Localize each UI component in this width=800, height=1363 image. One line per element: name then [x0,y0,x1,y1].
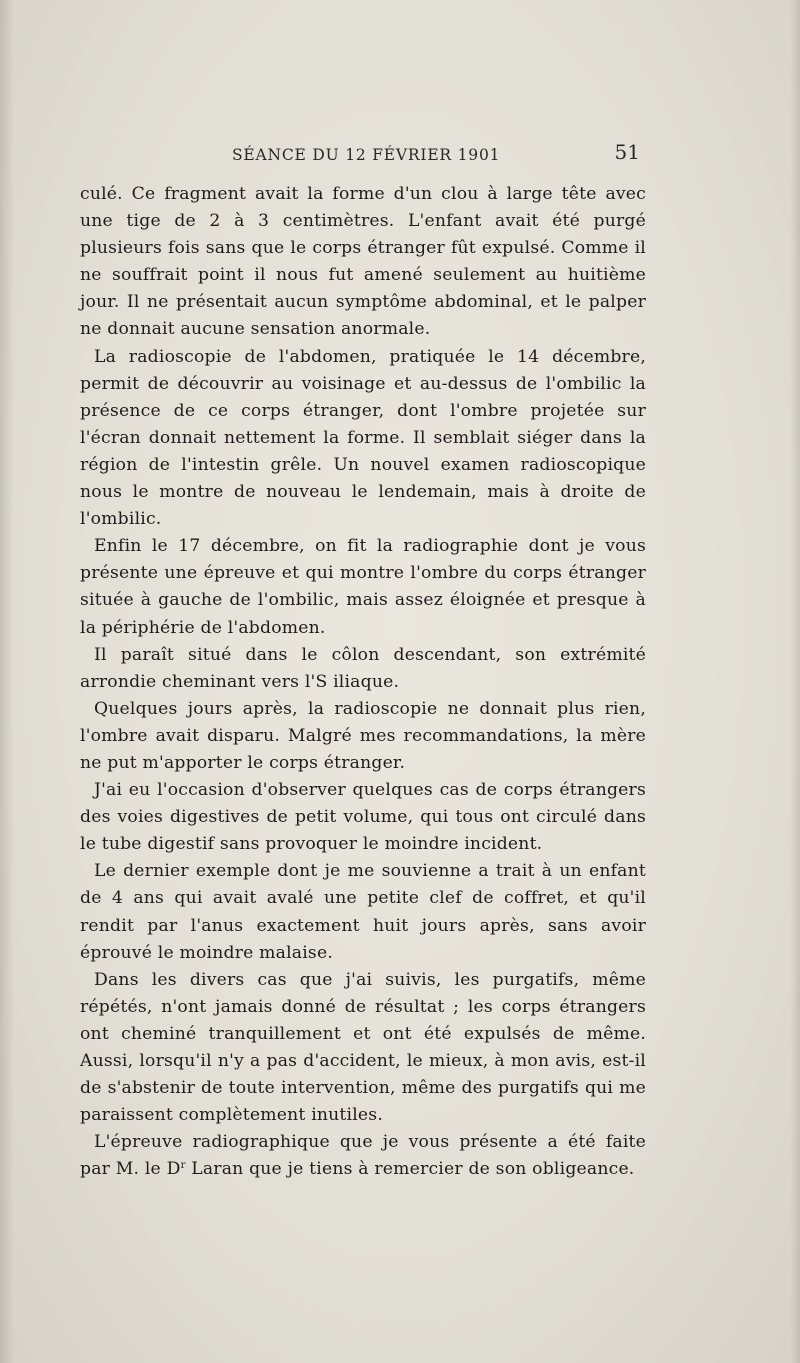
doctor-superscript: r [180,1160,186,1172]
running-head [80,140,646,170]
remerciements-text-before: L'épreuve radiographique que je vous présente a été faite par M. le D [80,1132,646,1180]
remerciements-text-after: Laran que je tiens à remercier de son obligeance. [185,1159,635,1180]
paragraph-radiographie: Enfin le 17 décembre, on fit la radiographie dont je vous présente une épreuve et qui montre l'ombre du corps étranger située à gauche de l'ombilic, mais assez éloignée et presque à la périphérie de l'abdomen. [80,536,646,638]
running-title: SÉANCE DU 12 FÉVRIER 1901 [232,146,501,164]
paragraph-colon: Il paraît situé dans le côlon descendant, son extrémité arrondie cheminant vers l'S iliaque. [80,644,646,692]
body-text [80,181,646,1183]
paragraph-clef: Le dernier exemple dont je me souvienne a trait à un enfant de 4 ans qui avait avalé une petite clef de coffret, et qu'il rendit par l'anus exactement huit jours après, sans avoir éprouvé le moindre malaise. [80,861,646,963]
paragraph-continued: culé. Ce fragment avait la forme d'un clou à large tête avec une tige de 2 à 3 centimètres. L'enfant avait été purgé plusieurs fois sans que le corps étranger fût expulsé. Comme il ne souffrait point il nous fut amené seulement au huitième jour. Il ne présentait aucun symptôme abdominal, et le palper ne donnait aucune sensation anormale. [80,184,646,340]
page-number: 51 [614,140,640,164]
paragraph-disparu: Quelques jours après, la radioscopie ne donnait plus rien, l'ombre avait disparu. Malgré mes recommandations, la mère ne put m'apporter le corps étranger. [80,698,646,773]
paragraph-observation: J'ai eu l'occasion d'observer quelques cas de corps étrangers des voies digestives de petit volume, qui tous ont circulé dans le tube digestif sans provoquer le moindre incident. [80,780,646,855]
paragraph-purgatifs: Dans les divers cas que j'ai suivis, les purgatifs, même répétés, n'ont jamais donné de résultat ; les corps étrangers ont cheminé tranquillement et ont été expulsés de même. Aussi, lorsqu'il n'y a pas d'accident, le mieux, à mon avis, est-il de s'abstenir de toute intervention, même des purgatifs qui me paraissent complètement inutiles. [80,969,646,1126]
paragraph-radioscopie: La radioscopie de l'abdomen, pratiquée le 14 décembre, permit de découvrir au voisinage et au-dessus de l'ombilic la présence de ce corps étranger, dont l'ombre projetée sur l'écran donnait nettement la forme. Il semblait siéger dans la région de l'intestin grêle. Un nouvel examen radioscopique nous le montre de nouveau le lendemain, mais à droite de l'ombilic. [80,346,646,530]
page-edge-shadow-right [790,0,800,1363]
page-edge-shadow-left [0,0,14,1363]
paragraph-remerciements [80,1129,646,1183]
